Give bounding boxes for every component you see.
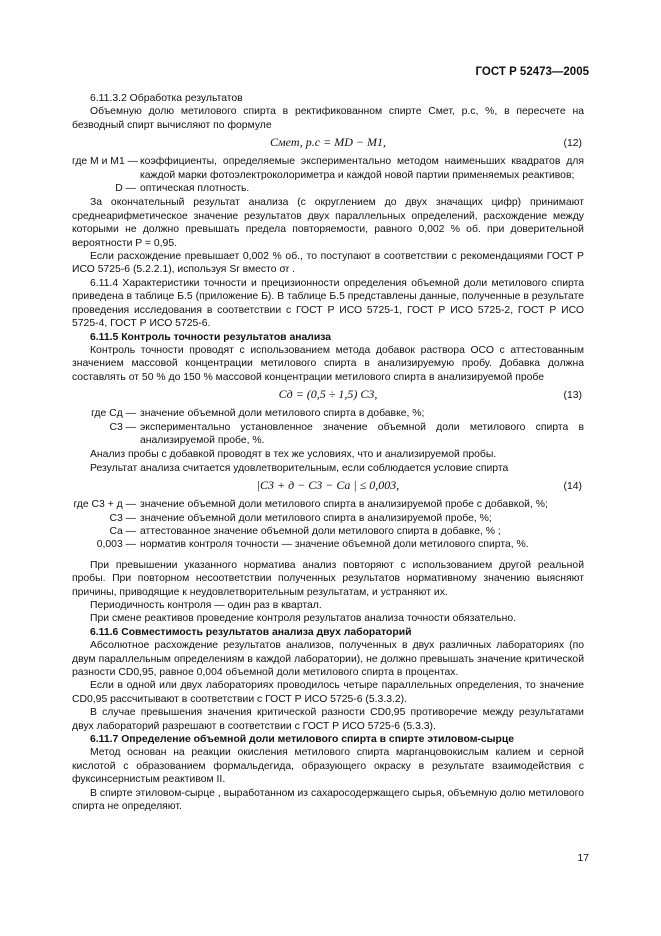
definition-term: C3 — [109, 421, 136, 433]
definition-item [72, 421, 584, 448]
formula-number: (12) [563, 138, 582, 150]
definition-term: где C3 + д — [73, 499, 136, 511]
paragraph: Абсолютное расхождение результатов анализов, полученных в двух различных лабораториях (по двум параллельным определениям в каждой лаборатории), не должно превышать значение критической разности CD0,95, равное 0,004 объемной доли метилового спирта в процентах. [72, 640, 584, 679]
definition-text: значение объемной доли метилового спирта в анализируемой пробе с добавкой, %; [140, 499, 548, 511]
paragraph: В случае превышения значения критической разности CD0,95 противоречие между результатами двух лабораторий разрешают в соответствии с ГОСТ Р ИСО 5725-6 (5.3.3). [72, 707, 584, 732]
paragraph: Объемную долю метилового спирта в ректификованном спирте Cмет, р.с, %, в пересчете на безводный спирт вычисляют по формуле [72, 106, 584, 131]
section-heading: 6.11.6 Совместимость результатов анализа двух лабораторий [90, 626, 412, 638]
formula-number: (14) [563, 481, 582, 493]
definition-item [72, 525, 584, 538]
definition-item [72, 182, 584, 195]
paragraph: При смене реактивов проведение контроля результатов анализа точности обязательно. [90, 613, 517, 625]
formula-number: (13) [563, 390, 582, 402]
definition-item [72, 407, 584, 420]
document-header: ГОСТ Р 52473—2005 [475, 66, 589, 78]
paragraph: Если в одной или двух лабораториях проводилось четыре параллельных определения, то значение CD0,95 рассчитывают в соответствии с ГОСТ Р ИСО 5725-6 (5.3.3.2). [72, 680, 584, 705]
definition-term: где M и M1 — [72, 156, 138, 168]
paragraph: Анализ пробы с добавкой проводят в тех же условиях, что и анализируемой пробы. [90, 449, 497, 461]
paragraph: Метод основан на реакции окисления метилового спирта марганцовокислым калием и серной кислотой с образованием формальдегида, образующего окраску в результате взаимодействия с фуксинсернистым реактивом II. [72, 747, 584, 786]
formula-text: Cд = (0,5 ÷ 1,5) C3, [278, 387, 378, 402]
definition-item [72, 155, 584, 182]
definition-text: значение объемной доли метилового спирта в анализируемой пробе, %; [140, 512, 492, 524]
definitions-12 [72, 155, 584, 195]
definition-text: значение объемной доли метилового спирта в добавке, %; [140, 408, 425, 420]
definition-term: C3 — [109, 512, 136, 524]
definition-term: Cа — [109, 525, 136, 537]
definition-term: 0,003 — [96, 539, 136, 551]
paragraph: За окончательный результат анализа (с округлением до двух значащих цифр) принимают среднеарифметическое значение результатов двух параллельных определений, расхождение между которыми не должно превышать предела повторяемости, равного 0,002 % об. при доверительной вероятности P = 0,95. [72, 197, 584, 249]
definition-item [72, 512, 584, 525]
subsection-heading: 6.11.3.2 Обработка результатов [90, 93, 243, 104]
definition-text: экспериментально установленное значение объемной доли метилового спирта в анализируемой пробе, %. [140, 421, 584, 446]
definitions-14 [72, 498, 584, 552]
definition-item [72, 538, 584, 551]
paragraph: 6.11.4 Характеристики точности и прецизионности определения объемной доли метилового спирта приведена в таблице Б.5 (приложение Б). В таблице Б.5 представлены данные, полученные в результате проведения исследования в соответствии с ГОСТ Р ИСО 5725-1, ГОСТ Р ИСО 5725-2, ГОСТ Р ИСО 5725-4, ГОСТ Р ИСО 5725-6. [72, 277, 584, 330]
paragraph: В спирте этиловом-сырце , выработанном из сахаросодержащего сырья, объемную долю метилового спирта не определяют. [72, 787, 584, 813]
section-heading: 6.11.7 Определение объемной доли метилового спирта в спирте этиловом-сырце [90, 734, 515, 746]
paragraph: При превышении указанного норматива анализ повторяют с использованием другой реальной пробы. При повторном несоответствии полученных результатов нормативному значению выясняют причины, приводящие к неудовлетворительным результатам, и устраняют их. [72, 559, 584, 598]
page-number: 17 [577, 853, 589, 864]
formula-text: Cмет, р.с = MD − M1, [270, 135, 386, 150]
definition-text: аттестованное значение объемной доли метилового спирта в добавке, % ; [140, 525, 501, 537]
definition-item [72, 498, 584, 511]
paragraph: Контроль точности проводят с использованием метода добавок раствора ОСО с аттестованным значением массовой концентрации метилового спирта в анализируемую пробу. Добавка должна составлять от 50 % до 150 % массовой концентрации метилового спирта в анализируемой пробе [72, 344, 584, 383]
formula-12 [72, 132, 584, 154]
definition-text: коэффициенты, определяемые экспериментально методом наименьших квадратов для каждой марки фотоэлектроколориметра и каждой новой партии применяемых реактивов; [140, 156, 584, 181]
definition-text: норматив контроля точности — значение объемной доли метилового спирта, %. [140, 539, 529, 551]
definition-term: где Cд — [91, 408, 136, 420]
formula-14 [72, 475, 584, 497]
document-body [72, 92, 584, 814]
formula-text: |C3 + д − C3 − Cа | ≤ 0,003, [256, 478, 400, 493]
definition-term: D — [115, 183, 136, 195]
section-heading: 6.11.5 Контроль точности результатов анализа [90, 331, 332, 343]
paragraph: Периодичность контроля — один раз в квартал. [90, 600, 322, 611]
definition-text: оптическая плотность. [140, 183, 250, 195]
definitions-13 [72, 407, 584, 447]
paragraph: Если расхождение превышает 0,002 % об., то поступают в соответствии с рекомендациями ГОСТ Р ИСО 5725-6 (5.2.2.1), используя Sr вместо σr . [72, 251, 584, 276]
paragraph: Результат анализа считается удовлетворительным, если соблюдается условие спирта [90, 462, 509, 474]
formula-13 [72, 384, 584, 406]
